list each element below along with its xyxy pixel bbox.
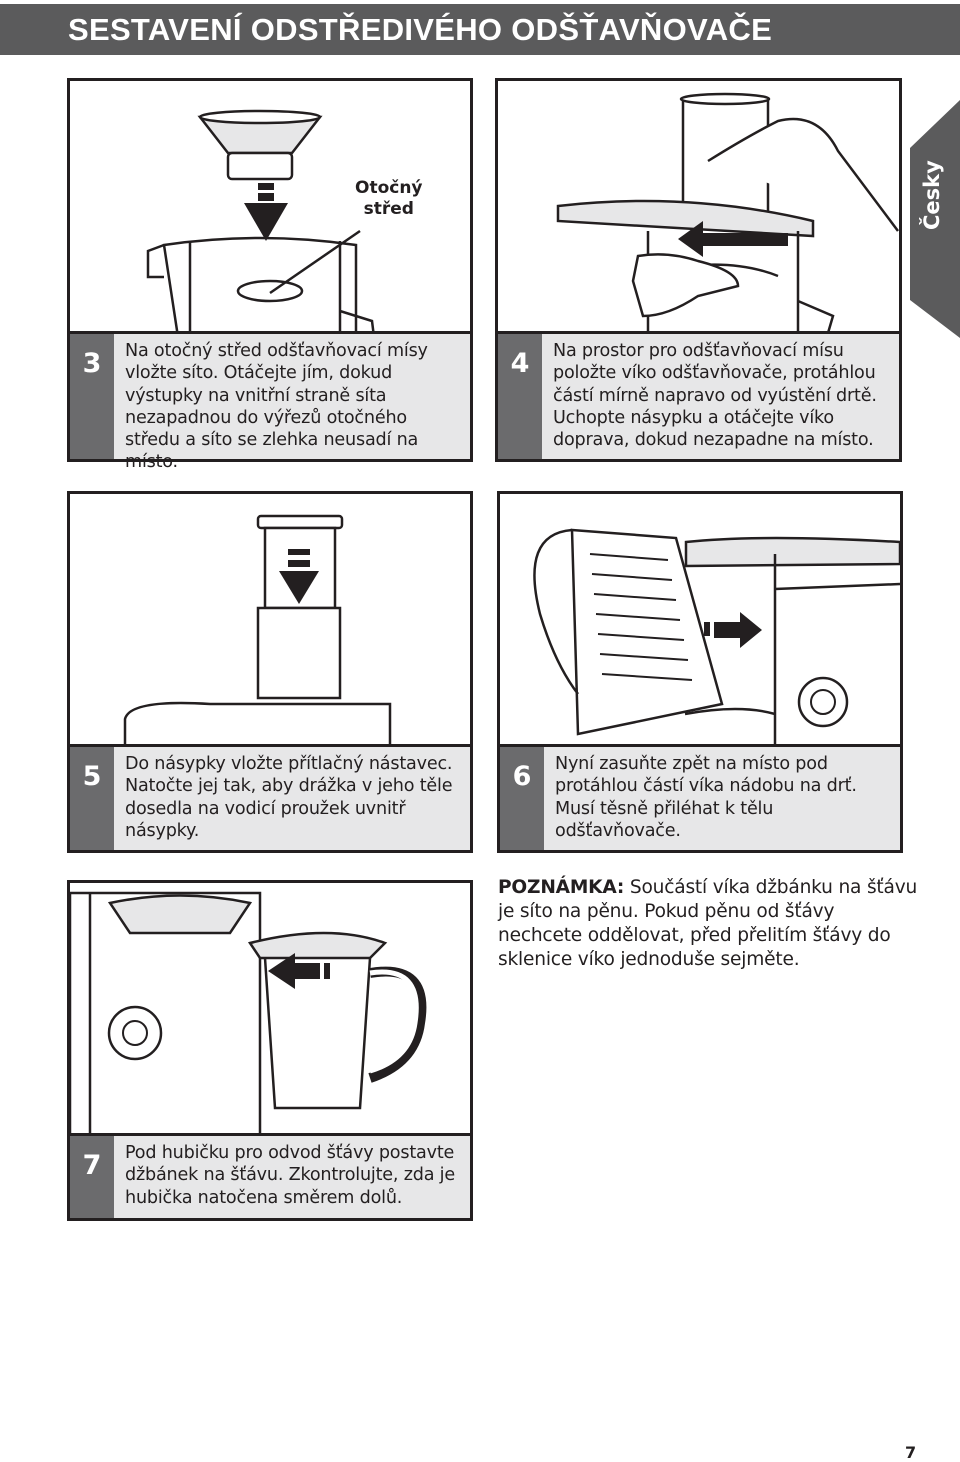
callout-text: Otočný střed [355,178,423,219]
step-5-panel [67,491,473,853]
step-7-caption [70,1133,470,1218]
step-number: 7 [70,1136,114,1218]
page-number: 7 [905,1443,917,1462]
step-3-callout-label [355,178,423,220]
step-4-panel [495,78,902,462]
note-text: Součástí víka džbánku na šťávu je síto na pěnu. Pokud pěnu od šťávy nechcete oddělovat, před přelitím šťávy do sklenice víko jednoduše sejměte. [498,877,918,970]
step-7-illustration [70,883,470,1139]
page-title: SESTAVENÍ ODSTŘEDIVÉHO ODŠŤAVŇOVAČE [68,12,773,47]
step-text: Nyní zasuňte zpět na místo pod protáhlou částí víka nádobu na drť. Musí těsně přiléhat k tělu odšťavňovače. [555,754,857,841]
step-5-caption [70,744,470,850]
note [498,876,918,972]
step-text: Na otočný střed odšťavňovací mísy vložte síto. Otáčejte jím, dokud výstupky na vnitřní straně síta nezapadnou do výřezů otočného středu a síto se zlehka neusadí na místo. [125,341,428,473]
language-tab [910,100,960,338]
step-6-illustration [500,494,900,750]
page-header [0,4,960,55]
step-text: Pod hubičku pro odvod šťávy postavte džbánek na šťávu. Zkontrolujte, zda je hubička natočena směrem dolů. [125,1143,455,1208]
step-number: 6 [500,747,544,850]
step-5-illustration [70,494,470,750]
step-number: 3 [70,334,114,459]
step-number: 4 [498,334,542,459]
step-3-caption [70,331,470,473]
step-text: Na prostor pro odšťavňovací mísu položte víko odšťavňovače, protáhlou částí mírně napravo od vyústění drtě. Uchopte násypku a otáčejte víko doprava, dokud nezapadne na místo. [553,341,877,451]
step-4-illustration [498,81,899,337]
language-label: Česky [920,160,944,230]
step-6-panel [497,491,903,853]
step-3-panel [67,78,473,473]
step-7-panel [67,880,473,1221]
step-6-caption [500,744,900,850]
step-text: Do násypky vložte přítlačný nástavec. Natočte jej tak, aby drážka v jeho těle dosedla na vodicí proužek uvnitř násypky. [125,754,453,841]
step-number: 5 [70,747,114,850]
step-4-caption [498,331,899,459]
note-label: POZNÁMKA: [498,877,625,898]
